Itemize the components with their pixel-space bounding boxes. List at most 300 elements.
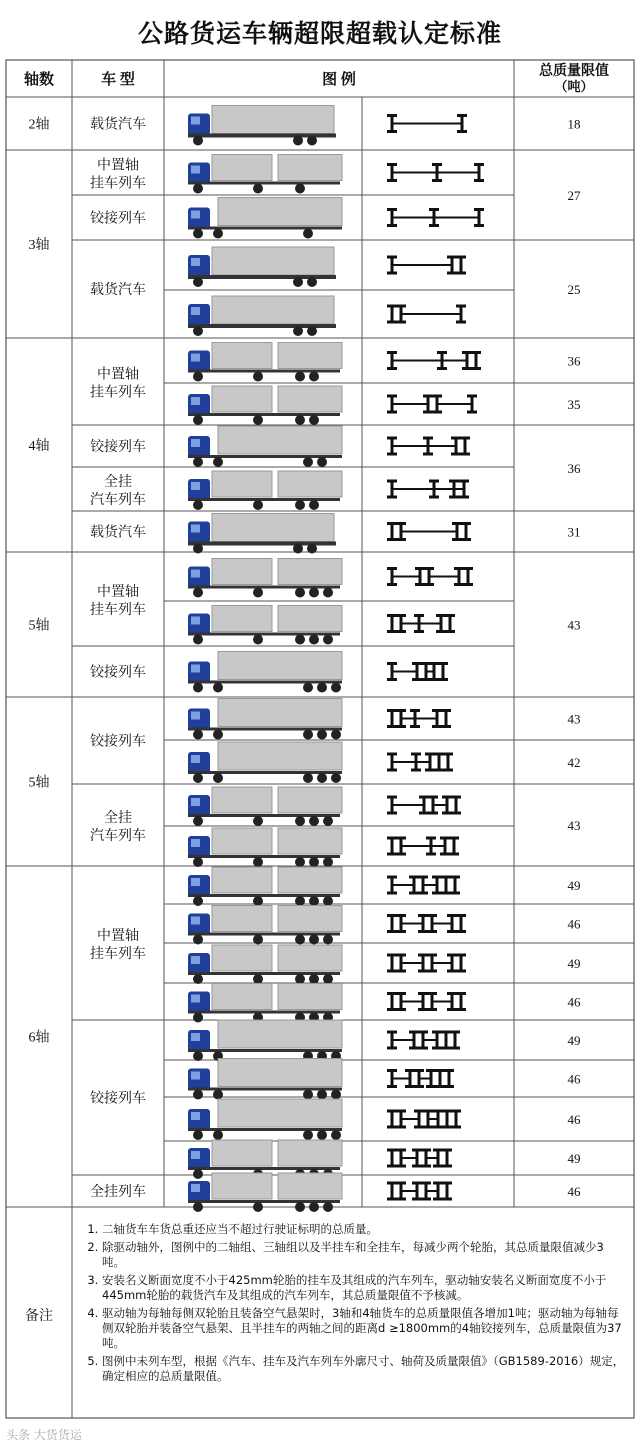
axle-diagram [387,664,448,680]
wheel [295,857,305,867]
truck-illustration [188,247,336,287]
mass-limit-value: 46 [567,1184,581,1199]
truck-illustration [188,155,342,194]
cargo-box [212,514,334,542]
wheel [193,277,203,287]
wheel [193,816,203,826]
wheel [307,277,317,287]
truck-illustration [188,787,342,826]
wheel [295,974,305,984]
wheel [253,415,263,425]
wheel [193,1090,203,1100]
wheel [193,1013,203,1023]
wheel [253,184,263,194]
truck-illustration [188,828,342,867]
wheel [331,1130,341,1140]
truck-illustration [188,906,342,945]
semitrailer-box [218,1099,342,1127]
vehicle-type-label: 中置轴 [97,585,139,600]
wheel [317,730,327,740]
cargo-box [212,106,334,134]
wheel [323,635,333,645]
wheel [213,1130,223,1140]
wheel [193,500,203,510]
wheel [213,457,223,467]
wheel [193,136,203,146]
wheel [193,1169,203,1179]
truck-window [191,117,200,125]
wheel [253,896,263,906]
wheel [303,683,313,693]
mass-limit-value: 31 [567,524,581,540]
axle-diagram [387,616,455,632]
axle-diagram [387,396,477,412]
wheel [303,1090,313,1100]
cargo-box [212,945,272,971]
chassis [188,681,342,684]
chassis [188,1128,342,1131]
wheel [303,730,313,740]
wheel [307,136,317,146]
vehicle-type-label: 载货汽车 [90,525,146,541]
wheel [213,1090,223,1100]
axle-diagram [387,1071,454,1087]
semitrailer-box [218,198,342,226]
wheel [193,896,203,906]
truck-window [191,439,200,447]
truck-window [191,1072,200,1080]
truck-illustration [188,106,336,146]
wheel [213,773,223,783]
axle-diagram [387,1111,461,1127]
wheel [193,1051,203,1061]
wheel [309,816,319,826]
truck-window [191,482,200,490]
chassis [188,370,340,373]
truck-illustration [188,699,342,740]
header-type: 车 型 [101,72,135,88]
truck-illustration [188,984,342,1023]
truck-illustration [188,514,336,554]
wheel [295,1202,305,1212]
wheel [193,1202,203,1212]
truck-window [191,712,200,720]
header-axles: 轴数 [23,72,55,88]
truck-illustration [188,426,342,467]
axle-count-label: 5轴 [28,775,50,791]
chassis [188,413,340,416]
wheel [213,683,223,693]
wheel [323,857,333,867]
truck-illustration [188,343,342,382]
chassis [188,227,342,230]
wheel [309,635,319,645]
truck-window [191,617,200,625]
remark-item: 4. 驱动轴为每轴每侧双轮胎且装备空气悬架时，3轴和4轴货车的总质量限值各增加1吨；驱动轴为每轴每侧双轮胎并装备空气悬架、且半挂车的两轴之间的距离d ≥1800mm的4轴铰接列车，总质量限值为37吨。 [102,1306,625,1351]
wheel [309,372,319,382]
wheel [193,415,203,425]
wheel [193,857,203,867]
mass-limit-value: 49 [567,1151,581,1166]
truck-window [191,755,200,763]
wheel [309,415,319,425]
cargo-box [212,559,272,585]
wheel [331,730,341,740]
truck-window [191,1112,200,1120]
axle-diagram [387,353,481,369]
axle-diagram [387,955,466,971]
truck-illustration [188,1020,342,1061]
wheel [317,683,327,693]
wheel [303,229,313,239]
vehicle-type-label: 挂车列车 [90,385,146,401]
wheel [193,1130,203,1140]
chassis [188,771,342,774]
axle-count-label: 5轴 [28,618,50,634]
axle-diagram [387,711,451,727]
wheel [303,457,313,467]
wheel [309,857,319,867]
chassis [188,455,342,458]
truck-window [191,1151,200,1159]
wheel [193,372,203,382]
truck-illustration [188,198,342,239]
wheel [253,372,263,382]
vehicle-type-label: 载货汽车 [90,117,146,133]
mass-limit-value: 49 [567,1033,581,1048]
mass-limit-value: 46 [567,994,581,1010]
trailer-box [278,984,342,1010]
wheel [293,136,303,146]
wheel [295,816,305,826]
truck-illustration [188,1173,342,1212]
truck-illustration [188,867,342,906]
wheel [293,277,303,287]
truck-window [191,166,200,174]
wheel [193,974,203,984]
truck-illustration [188,1059,342,1100]
chassis [188,1167,340,1170]
semitrailer-box [218,426,342,454]
trailer-box [278,1140,342,1166]
truck-window [191,917,200,925]
trailer-box [278,343,342,369]
axle-count-label: 3轴 [28,238,50,253]
trailer-box [278,386,342,412]
wheel [193,588,203,598]
remark-item: 3. 安装名义断面宽度不小于425mm轮胎的挂车及其组成的汽车列车，驱动轴安装名义断面宽度不小于445mm轮胎的载货汽车及其组成的汽车列车，其总质量限值不予核减。 [102,1273,625,1303]
truck-window [191,307,200,315]
trailer-box [278,1173,342,1199]
vehicle-type-label: 全挂列车 [90,1185,146,1200]
wheel [253,816,263,826]
wheel [317,1090,327,1100]
wheel [193,773,203,783]
cargo-box [212,386,272,412]
axle-diagram [387,481,469,497]
axle-count-label: 2轴 [28,117,50,133]
wheel [303,1130,313,1140]
vehicle-type-label: 铰接列车 [90,665,146,681]
truck-illustration [188,471,342,510]
trailer-box [278,606,342,632]
chassis [188,855,340,858]
cargo-box [212,828,272,854]
truck-illustration [188,742,342,783]
wheel [295,635,305,645]
wheel [307,544,317,554]
wheel [331,683,341,693]
wheel [309,500,319,510]
mass-limit-value: 49 [567,956,581,971]
vehicle-type-label: 挂车列车 [90,947,146,962]
vehicle-type-label: 汽车列车 [90,829,146,844]
wheel [253,1202,263,1212]
trailer-box [278,787,342,813]
wheel [193,935,203,945]
wheel [253,935,263,945]
cargo-box [212,1173,272,1199]
vehicle-type-label: 载货汽车 [90,283,146,298]
semitrailer-box [218,699,342,727]
vehicle-type-label: 中置轴 [97,367,139,383]
vehicle-type-label: 汽车列车 [90,493,146,508]
vehicle-type-label: 铰接列车 [90,734,146,750]
remark-item: 5. 图例中未列车型，根据《汽车、挂车及汽车列车外廓尺寸、轴荷及质量限值》（GB1589-2016）规定，确定相应的总质量限值。 [102,1354,625,1384]
wheel [213,229,223,239]
truck-window [191,1033,200,1041]
axle-diagram [387,1150,452,1166]
mass-limit-value: 25 [567,282,581,297]
wheel [253,857,263,867]
axle-diagram [387,524,471,540]
wheel [193,544,203,554]
mass-limit-value: 46 [567,916,581,932]
wheel [317,773,327,783]
truck-illustration [188,386,342,425]
trailer-box [278,945,342,971]
cargo-box [212,1140,272,1166]
cargo-box [212,906,272,932]
mass-limit-value: 36 [567,353,581,369]
cargo-box [212,343,272,369]
cargo-box [212,155,272,181]
vehicle-type-label: 挂车列车 [90,176,146,192]
axle-diagram [387,754,453,770]
trailer-box [278,867,342,893]
truck-window [191,878,200,886]
wheel [309,935,319,945]
truck-window [191,956,200,964]
axle-diagram [387,877,460,893]
truck-illustration [188,652,342,693]
cargo-box [212,867,272,893]
axle-count-label: 4轴 [28,439,50,454]
wheel [295,588,305,598]
axle-diagram [387,994,466,1010]
page-title: 公路货运车辆超限超载认定标准 [137,19,502,48]
truck-window [191,665,200,673]
wheel [303,773,313,783]
wheel [253,588,263,598]
wheel [295,184,305,194]
chassis [188,728,342,731]
axle-diagram [387,916,466,932]
wheel [295,896,305,906]
trailer-box [278,828,342,854]
chassis [188,894,340,897]
truck-window [191,798,200,806]
remarks-list [80,1222,625,1387]
wheel [193,683,203,693]
wheel [295,500,305,510]
remark-item: 1. 二轴货车车货总重还应当不超过行驶证标明的总质量。 [102,1222,625,1237]
chassis [188,1088,342,1091]
wheel [193,229,203,239]
wheel [193,184,203,194]
header-limit: 总质量限值 [539,64,609,79]
truck-illustration [188,296,336,336]
chassis [188,1049,342,1052]
semitrailer-box [218,652,342,680]
mass-limit-value: 49 [567,878,581,893]
trailer-box [278,471,342,497]
header-illustration: 图 例 [322,72,356,88]
truck-window [191,570,200,578]
cargo-box [212,471,272,497]
axle-diagram [387,257,466,273]
chassis [188,1200,340,1203]
axle-diagram [387,569,473,585]
wheel [309,1202,319,1212]
wheel [295,372,305,382]
trailer-box [278,155,342,181]
wheel [253,974,263,984]
chassis [188,498,340,501]
axle-count-label: 6轴 [28,1030,50,1046]
chassis [188,586,340,589]
semitrailer-box [218,742,342,770]
truck-window [191,995,200,1003]
truck-window [191,397,200,405]
wheel [193,730,203,740]
wheel [317,457,327,467]
axle-diagram [387,438,470,454]
trailer-box [278,906,342,932]
semitrailer-box [218,1059,342,1087]
truck-window [191,354,200,362]
axle-diagram [387,1183,452,1199]
wheel [323,896,333,906]
chassis [188,1011,340,1014]
chassis [188,933,340,936]
wheel [317,1130,327,1140]
header-limit-unit: （吨） [554,79,594,94]
truck-illustration [188,1099,342,1140]
chassis [188,633,340,636]
wheel [193,457,203,467]
wheel [193,326,203,336]
watermark: 头条 大货货运 [6,1428,82,1442]
chassis [188,814,340,817]
wheel [293,326,303,336]
wheel [323,974,333,984]
wheel [309,896,319,906]
mass-limit-value: 36 [567,461,581,476]
axle-diagram [387,838,459,854]
truck-window [191,258,200,266]
wheel [295,415,305,425]
axle-diagram [387,116,467,132]
truck-window [191,525,200,533]
mass-limit-value: 46 [567,1071,581,1087]
mass-limit-value: 27 [567,188,581,203]
mass-limit-value: 35 [567,397,581,412]
vehicle-type-label: 中置轴 [97,158,139,174]
truck-illustration [188,945,342,984]
wheel [323,1202,333,1212]
remark-item: 2. 除驱动轴外，图例中的二轴组、三轴组以及半挂车和全挂车，每减少两个轮胎，其总质量限值减少3吨。 [102,1240,625,1270]
truck-illustration [188,606,342,645]
vehicle-type-label: 中置轴 [97,929,139,944]
truck-illustration [188,559,342,598]
axle-diagram [387,797,461,813]
cargo-box [212,787,272,813]
wheel [323,816,333,826]
truck-window [191,1184,200,1192]
wheel [293,544,303,554]
semitrailer-box [218,1020,342,1048]
cargo-box [212,606,272,632]
mass-limit-value: 43 [567,617,581,633]
vehicle-type-label: 挂车列车 [90,603,146,618]
wheel [253,635,263,645]
cargo-box [212,984,272,1010]
chassis [188,182,340,185]
wheel [323,588,333,598]
mass-limit-value: 42 [567,755,581,770]
mass-limit-value: 43 [567,711,581,727]
wheel [307,326,317,336]
vehicle-type-label: 铰接列车 [90,211,146,227]
wheel [323,935,333,945]
wheel [295,935,305,945]
vehicle-type-label: 铰接列车 [90,440,146,455]
wheel [309,588,319,598]
remarks-label: 备注 [25,1309,53,1324]
cargo-box [212,296,334,324]
wheel [309,974,319,984]
truck-window [191,211,200,219]
wheel [213,730,223,740]
mass-limit-value: 46 [567,1112,581,1127]
vehicle-type-label: 全挂 [104,811,132,826]
trailer-box [278,559,342,585]
axle-diagram [387,165,484,181]
wheel [253,500,263,510]
wheel [331,773,341,783]
mass-limit-value: 43 [567,818,581,833]
axle-diagram [387,1032,460,1048]
vehicle-type-label: 全挂 [104,475,132,490]
wheel [193,635,203,645]
chassis [188,972,340,975]
axle-diagram [387,210,484,226]
vehicle-type-label: 铰接列车 [90,1091,146,1107]
cargo-box [212,247,334,275]
axle-diagram [387,306,466,322]
truck-window [191,839,200,847]
